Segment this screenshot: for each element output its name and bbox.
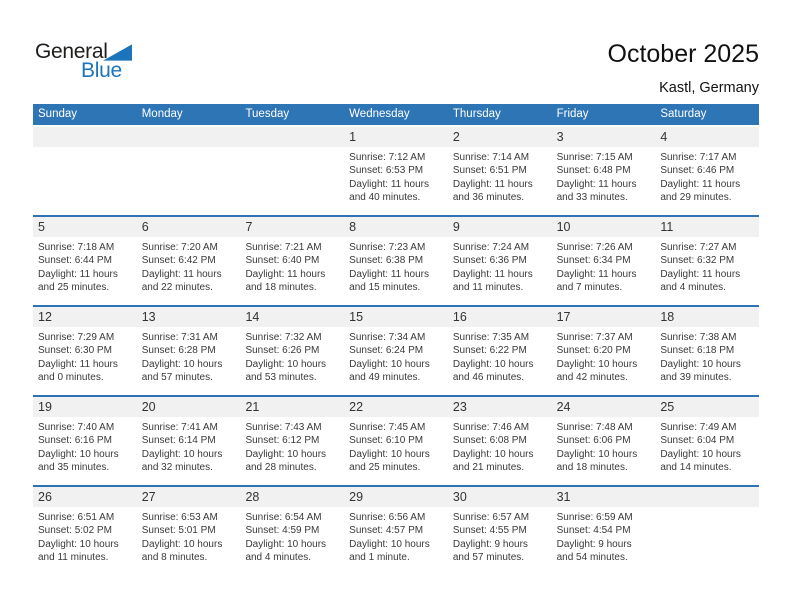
sunset-text: Sunset: 6:38 PM	[349, 255, 424, 267]
sunset-text: Sunset: 6:22 PM	[452, 345, 527, 357]
daylight-text: Daylight: 11 hours	[660, 268, 741, 280]
daylight-text-2: and 25 minutes.	[38, 282, 110, 294]
sunset-text: Sunset: 6:34 PM	[556, 255, 631, 267]
sunset-text: Sunset: 6:46 PM	[660, 165, 735, 177]
daylight-text-2: and 4 minutes.	[245, 552, 312, 564]
daylight-text: Daylight: 10 hours	[245, 448, 327, 460]
sunset-text: Sunset: 5:01 PM	[141, 525, 216, 537]
day-cell	[33, 237, 137, 295]
day-cell	[552, 327, 656, 385]
day-cell	[448, 327, 552, 385]
daylight-text: Daylight: 10 hours	[245, 358, 327, 370]
day-number: 17	[556, 310, 571, 324]
sunrise-text: Sunrise: 7:34 AM	[349, 332, 426, 343]
daylight-text: Daylight: 11 hours	[38, 268, 118, 280]
day-number: 23	[452, 400, 467, 414]
day-number	[240, 127, 344, 147]
calendar-week-row	[33, 305, 759, 395]
daylight-text: Daylight: 10 hours	[245, 538, 327, 550]
daylight-text-2: and 14 minutes.	[660, 462, 732, 474]
sunset-text: Sunset: 6:51 PM	[452, 165, 527, 177]
daylight-text-2: and 49 minutes.	[349, 372, 421, 384]
daylight-text-2: and 32 minutes.	[141, 462, 213, 474]
day-number-band	[33, 127, 759, 147]
logo-text-blue: Blue	[81, 59, 122, 82]
sunrise-text: Sunrise: 7:37 AM	[556, 332, 633, 343]
day-number: 27	[141, 490, 156, 504]
calendar-week-row	[33, 395, 759, 485]
day-number: 14	[245, 310, 260, 324]
daylight-text-2: and 36 minutes.	[452, 192, 525, 204]
calendar-week-row	[33, 125, 759, 215]
sunset-text: Sunset: 6:42 PM	[141, 255, 216, 267]
daylight-text: Daylight: 10 hours	[141, 358, 223, 370]
weekday-header-tuesday: Tuesday	[245, 108, 290, 120]
daylight-text-2: and 0 minutes.	[38, 372, 104, 384]
daylight-text: Daylight: 11 hours	[660, 178, 741, 190]
day-number: 4	[660, 130, 668, 144]
day-number-band	[33, 217, 759, 237]
day-cell	[448, 237, 552, 295]
daylight-text-2: and 8 minutes.	[141, 552, 208, 564]
daylight-text: Daylight: 11 hours	[452, 178, 533, 190]
sunset-text: Sunset: 6:04 PM	[660, 435, 735, 447]
day-number-band	[33, 487, 759, 507]
sunrise-text: Sunrise: 7:32 AM	[245, 332, 322, 343]
sunrise-text: Sunrise: 6:57 AM	[452, 512, 530, 523]
daylight-text-2: and 18 minutes.	[245, 282, 317, 294]
day-number: 13	[141, 310, 156, 324]
sunrise-text: Sunrise: 7:24 AM	[452, 242, 530, 253]
day-cell	[655, 147, 759, 205]
day-cell	[552, 237, 656, 295]
sunrise-text: Sunrise: 7:20 AM	[141, 242, 218, 253]
weekday-header-thursday: Thursday	[452, 108, 501, 120]
daylight-text: Daylight: 10 hours	[660, 358, 741, 370]
day-number: 28	[245, 490, 260, 504]
daylight-text-2: and 11 minutes.	[38, 552, 109, 564]
daylight-text: Daylight: 11 hours	[349, 268, 430, 280]
day-number: 16	[452, 310, 467, 324]
daylight-text: Daylight: 10 hours	[556, 358, 638, 370]
sunset-text: Sunset: 6:32 PM	[660, 255, 735, 267]
day-cell	[655, 417, 759, 475]
page-subtitle: Kastl, Germany	[659, 80, 759, 96]
day-cell	[655, 237, 759, 295]
sunrise-text: Sunrise: 7:17 AM	[660, 152, 737, 163]
title-block	[608, 40, 760, 96]
general-blue-logo	[35, 40, 145, 86]
daylight-text: Daylight: 10 hours	[349, 538, 430, 550]
calendar-week-row	[33, 215, 759, 305]
daylight-text: Daylight: 11 hours	[556, 178, 637, 190]
sunset-text: Sunset: 6:36 PM	[452, 255, 527, 267]
daylight-text: Daylight: 10 hours	[349, 358, 430, 370]
day-cell	[552, 147, 656, 205]
day-cell	[240, 237, 344, 295]
empty-day-cell	[655, 507, 759, 565]
daylight-text: Daylight: 9 hours	[556, 538, 632, 550]
sunrise-text: Sunrise: 7:23 AM	[349, 242, 426, 253]
sunset-text: Sunset: 6:28 PM	[141, 345, 216, 357]
day-info-row	[33, 507, 759, 565]
sunrise-text: Sunrise: 7:14 AM	[452, 152, 530, 163]
daylight-text: Daylight: 10 hours	[141, 448, 223, 460]
sunset-text: Sunset: 6:48 PM	[556, 165, 631, 177]
day-number: 24	[556, 400, 571, 414]
day-info-row	[33, 147, 759, 205]
sunrise-text: Sunrise: 6:51 AM	[38, 512, 115, 523]
daylight-text-2: and 35 minutes.	[38, 462, 110, 474]
sunrise-text: Sunrise: 7:49 AM	[660, 422, 737, 433]
daylight-text-2: and 28 minutes.	[245, 462, 317, 474]
sunrise-text: Sunrise: 7:18 AM	[38, 242, 115, 253]
daylight-text-2: and 54 minutes.	[556, 552, 628, 564]
daylight-text-2: and 22 minutes.	[141, 282, 213, 294]
day-number: 26	[38, 490, 52, 504]
day-number: 31	[556, 490, 571, 504]
daylight-text-2: and 18 minutes.	[556, 462, 628, 474]
day-number: 19	[38, 400, 52, 414]
sunrise-text: Sunrise: 7:40 AM	[38, 422, 115, 433]
weekday-header-friday: Friday	[556, 108, 589, 120]
daylight-text-2: and 57 minutes.	[141, 372, 213, 384]
day-cell	[344, 507, 448, 565]
daylight-text-2: and 57 minutes.	[452, 552, 525, 564]
day-number: 30	[452, 490, 467, 504]
day-cell	[137, 507, 241, 565]
day-number: 5	[38, 220, 45, 234]
sunrise-text: Sunrise: 7:15 AM	[556, 152, 633, 163]
day-number: 11	[660, 220, 674, 234]
sunset-text: Sunset: 6:44 PM	[38, 255, 112, 267]
day-cell	[552, 417, 656, 475]
day-cell	[33, 507, 137, 565]
day-number: 15	[349, 310, 364, 324]
sunset-text: Sunset: 6:06 PM	[556, 435, 631, 447]
sunrise-text: Sunrise: 6:54 AM	[245, 512, 322, 523]
day-number-band	[33, 307, 759, 327]
daylight-text-2: and 33 minutes.	[556, 192, 628, 204]
daylight-text-2: and 42 minutes.	[556, 372, 628, 384]
daylight-text-2: and 29 minutes.	[660, 192, 732, 204]
sunset-text: Sunset: 4:55 PM	[452, 525, 527, 537]
daylight-text: Daylight: 10 hours	[556, 448, 638, 460]
daylight-text: Daylight: 11 hours	[245, 268, 326, 280]
daylight-text: Daylight: 10 hours	[141, 538, 223, 550]
day-number: 22	[349, 400, 364, 414]
sunset-text: Sunset: 6:18 PM	[660, 345, 735, 357]
calendar-table	[33, 104, 759, 575]
daylight-text-2: and 11 minutes.	[452, 282, 524, 294]
day-number	[33, 127, 137, 147]
sunset-text: Sunset: 6:16 PM	[38, 435, 112, 447]
daylight-text-2: and 7 minutes.	[556, 282, 623, 294]
empty-day-cell	[240, 147, 344, 205]
daylight-text: Daylight: 10 hours	[38, 448, 119, 460]
day-cell	[655, 327, 759, 385]
sunset-text: Sunset: 6:08 PM	[452, 435, 527, 447]
day-number: 18	[660, 310, 675, 324]
daylight-text: Daylight: 10 hours	[452, 448, 534, 460]
sunset-text: Sunset: 6:14 PM	[141, 435, 216, 447]
sunset-text: Sunset: 6:26 PM	[245, 345, 320, 357]
day-cell	[33, 327, 137, 385]
day-cell	[344, 237, 448, 295]
day-cell	[137, 417, 241, 475]
sunset-text: Sunset: 4:57 PM	[349, 525, 424, 537]
sunrise-text: Sunrise: 7:48 AM	[556, 422, 633, 433]
sunrise-text: Sunrise: 7:26 AM	[556, 242, 633, 253]
empty-day-cell	[137, 147, 241, 205]
day-number: 20	[141, 400, 156, 414]
sunset-text: Sunset: 5:02 PM	[38, 525, 112, 537]
day-number: 12	[38, 310, 52, 324]
sunset-text: Sunset: 6:20 PM	[556, 345, 631, 357]
day-number: 21	[245, 400, 260, 414]
sunrise-text: Sunrise: 7:21 AM	[245, 242, 322, 253]
daylight-text-2: and 53 minutes.	[245, 372, 317, 384]
day-number	[655, 487, 759, 507]
weeks-container	[33, 125, 759, 575]
daylight-text: Daylight: 11 hours	[349, 178, 430, 190]
daylight-text: Daylight: 10 hours	[660, 448, 741, 460]
daylight-text: Daylight: 11 hours	[556, 268, 637, 280]
daylight-text: Daylight: 9 hours	[452, 538, 528, 550]
sunrise-text: Sunrise: 6:53 AM	[141, 512, 218, 523]
day-number: 25	[660, 400, 675, 414]
sunrise-text: Sunrise: 7:46 AM	[452, 422, 530, 433]
daylight-text: Daylight: 11 hours	[38, 358, 118, 370]
daylight-text-2: and 21 minutes.	[452, 462, 525, 474]
day-number: 29	[349, 490, 364, 504]
daylight-text: Daylight: 10 hours	[38, 538, 119, 550]
daylight-text-2: and 39 minutes.	[660, 372, 732, 384]
day-number: 8	[349, 220, 357, 234]
sunset-text: Sunset: 6:30 PM	[38, 345, 112, 357]
sunrise-text: Sunrise: 7:12 AM	[349, 152, 426, 163]
daylight-text-2: and 15 minutes.	[349, 282, 421, 294]
sunrise-text: Sunrise: 7:38 AM	[660, 332, 737, 343]
sunset-text: Sunset: 4:54 PM	[556, 525, 631, 537]
weekday-header-row	[33, 104, 759, 125]
day-cell	[240, 507, 344, 565]
daylight-text: Daylight: 10 hours	[452, 358, 534, 370]
sunset-text: Sunset: 6:10 PM	[349, 435, 424, 447]
sunset-text: Sunset: 6:24 PM	[349, 345, 424, 357]
day-cell	[240, 327, 344, 385]
sunset-text: Sunset: 6:40 PM	[245, 255, 320, 267]
sunrise-text: Sunrise: 7:35 AM	[452, 332, 530, 343]
logo-text-general: General	[35, 40, 108, 63]
day-cell	[137, 327, 241, 385]
day-cell	[344, 417, 448, 475]
sunrise-text: Sunrise: 7:31 AM	[141, 332, 218, 343]
day-cell	[137, 237, 241, 295]
sunrise-text: Sunrise: 7:45 AM	[349, 422, 426, 433]
page-title: October 2025	[607, 40, 759, 68]
sunrise-text: Sunrise: 6:56 AM	[349, 512, 426, 523]
day-cell	[448, 147, 552, 205]
sunset-text: Sunset: 6:53 PM	[349, 165, 424, 177]
day-number: 6	[141, 220, 149, 234]
daylight-text: Daylight: 10 hours	[349, 448, 430, 460]
sunrise-text: Sunrise: 7:27 AM	[660, 242, 737, 253]
day-cell	[448, 417, 552, 475]
calendar-week-row	[33, 485, 759, 575]
day-info-row	[33, 327, 759, 385]
sunrise-text: Sunrise: 7:43 AM	[245, 422, 322, 433]
day-number	[137, 127, 241, 147]
empty-day-cell	[33, 147, 137, 205]
weekday-header-wednesday: Wednesday	[349, 108, 410, 120]
day-info-row	[33, 237, 759, 295]
daylight-text-2: and 1 minute.	[349, 552, 410, 564]
day-number: 7	[245, 220, 253, 234]
day-cell	[240, 417, 344, 475]
sunrise-text: Sunrise: 7:29 AM	[38, 332, 115, 343]
daylight-text-2: and 46 minutes.	[452, 372, 525, 384]
sunrise-text: Sunrise: 7:41 AM	[141, 422, 218, 433]
daylight-text-2: and 25 minutes.	[349, 462, 421, 474]
day-cell	[33, 417, 137, 475]
day-number: 9	[452, 220, 460, 234]
sunset-text: Sunset: 4:59 PM	[245, 525, 320, 537]
day-cell	[448, 507, 552, 565]
daylight-text-2: and 4 minutes.	[660, 282, 726, 294]
sunrise-text: Sunrise: 6:59 AM	[556, 512, 633, 523]
day-number: 2	[452, 130, 460, 144]
sunset-text: Sunset: 6:12 PM	[245, 435, 320, 447]
day-number: 3	[556, 130, 564, 144]
weekday-header-saturday: Saturday	[660, 108, 707, 120]
weekday-header-monday: Monday	[141, 108, 183, 120]
weekday-header-sunday: Sunday	[38, 108, 78, 120]
day-number-band	[33, 397, 759, 417]
daylight-text-2: and 40 minutes.	[349, 192, 421, 204]
day-cell	[552, 507, 656, 565]
daylight-text: Daylight: 11 hours	[141, 268, 222, 280]
day-cell	[344, 327, 448, 385]
day-cell	[344, 147, 448, 205]
day-number: 1	[349, 130, 357, 144]
day-info-row	[33, 417, 759, 475]
day-number: 10	[556, 220, 571, 234]
daylight-text: Daylight: 11 hours	[452, 268, 533, 280]
